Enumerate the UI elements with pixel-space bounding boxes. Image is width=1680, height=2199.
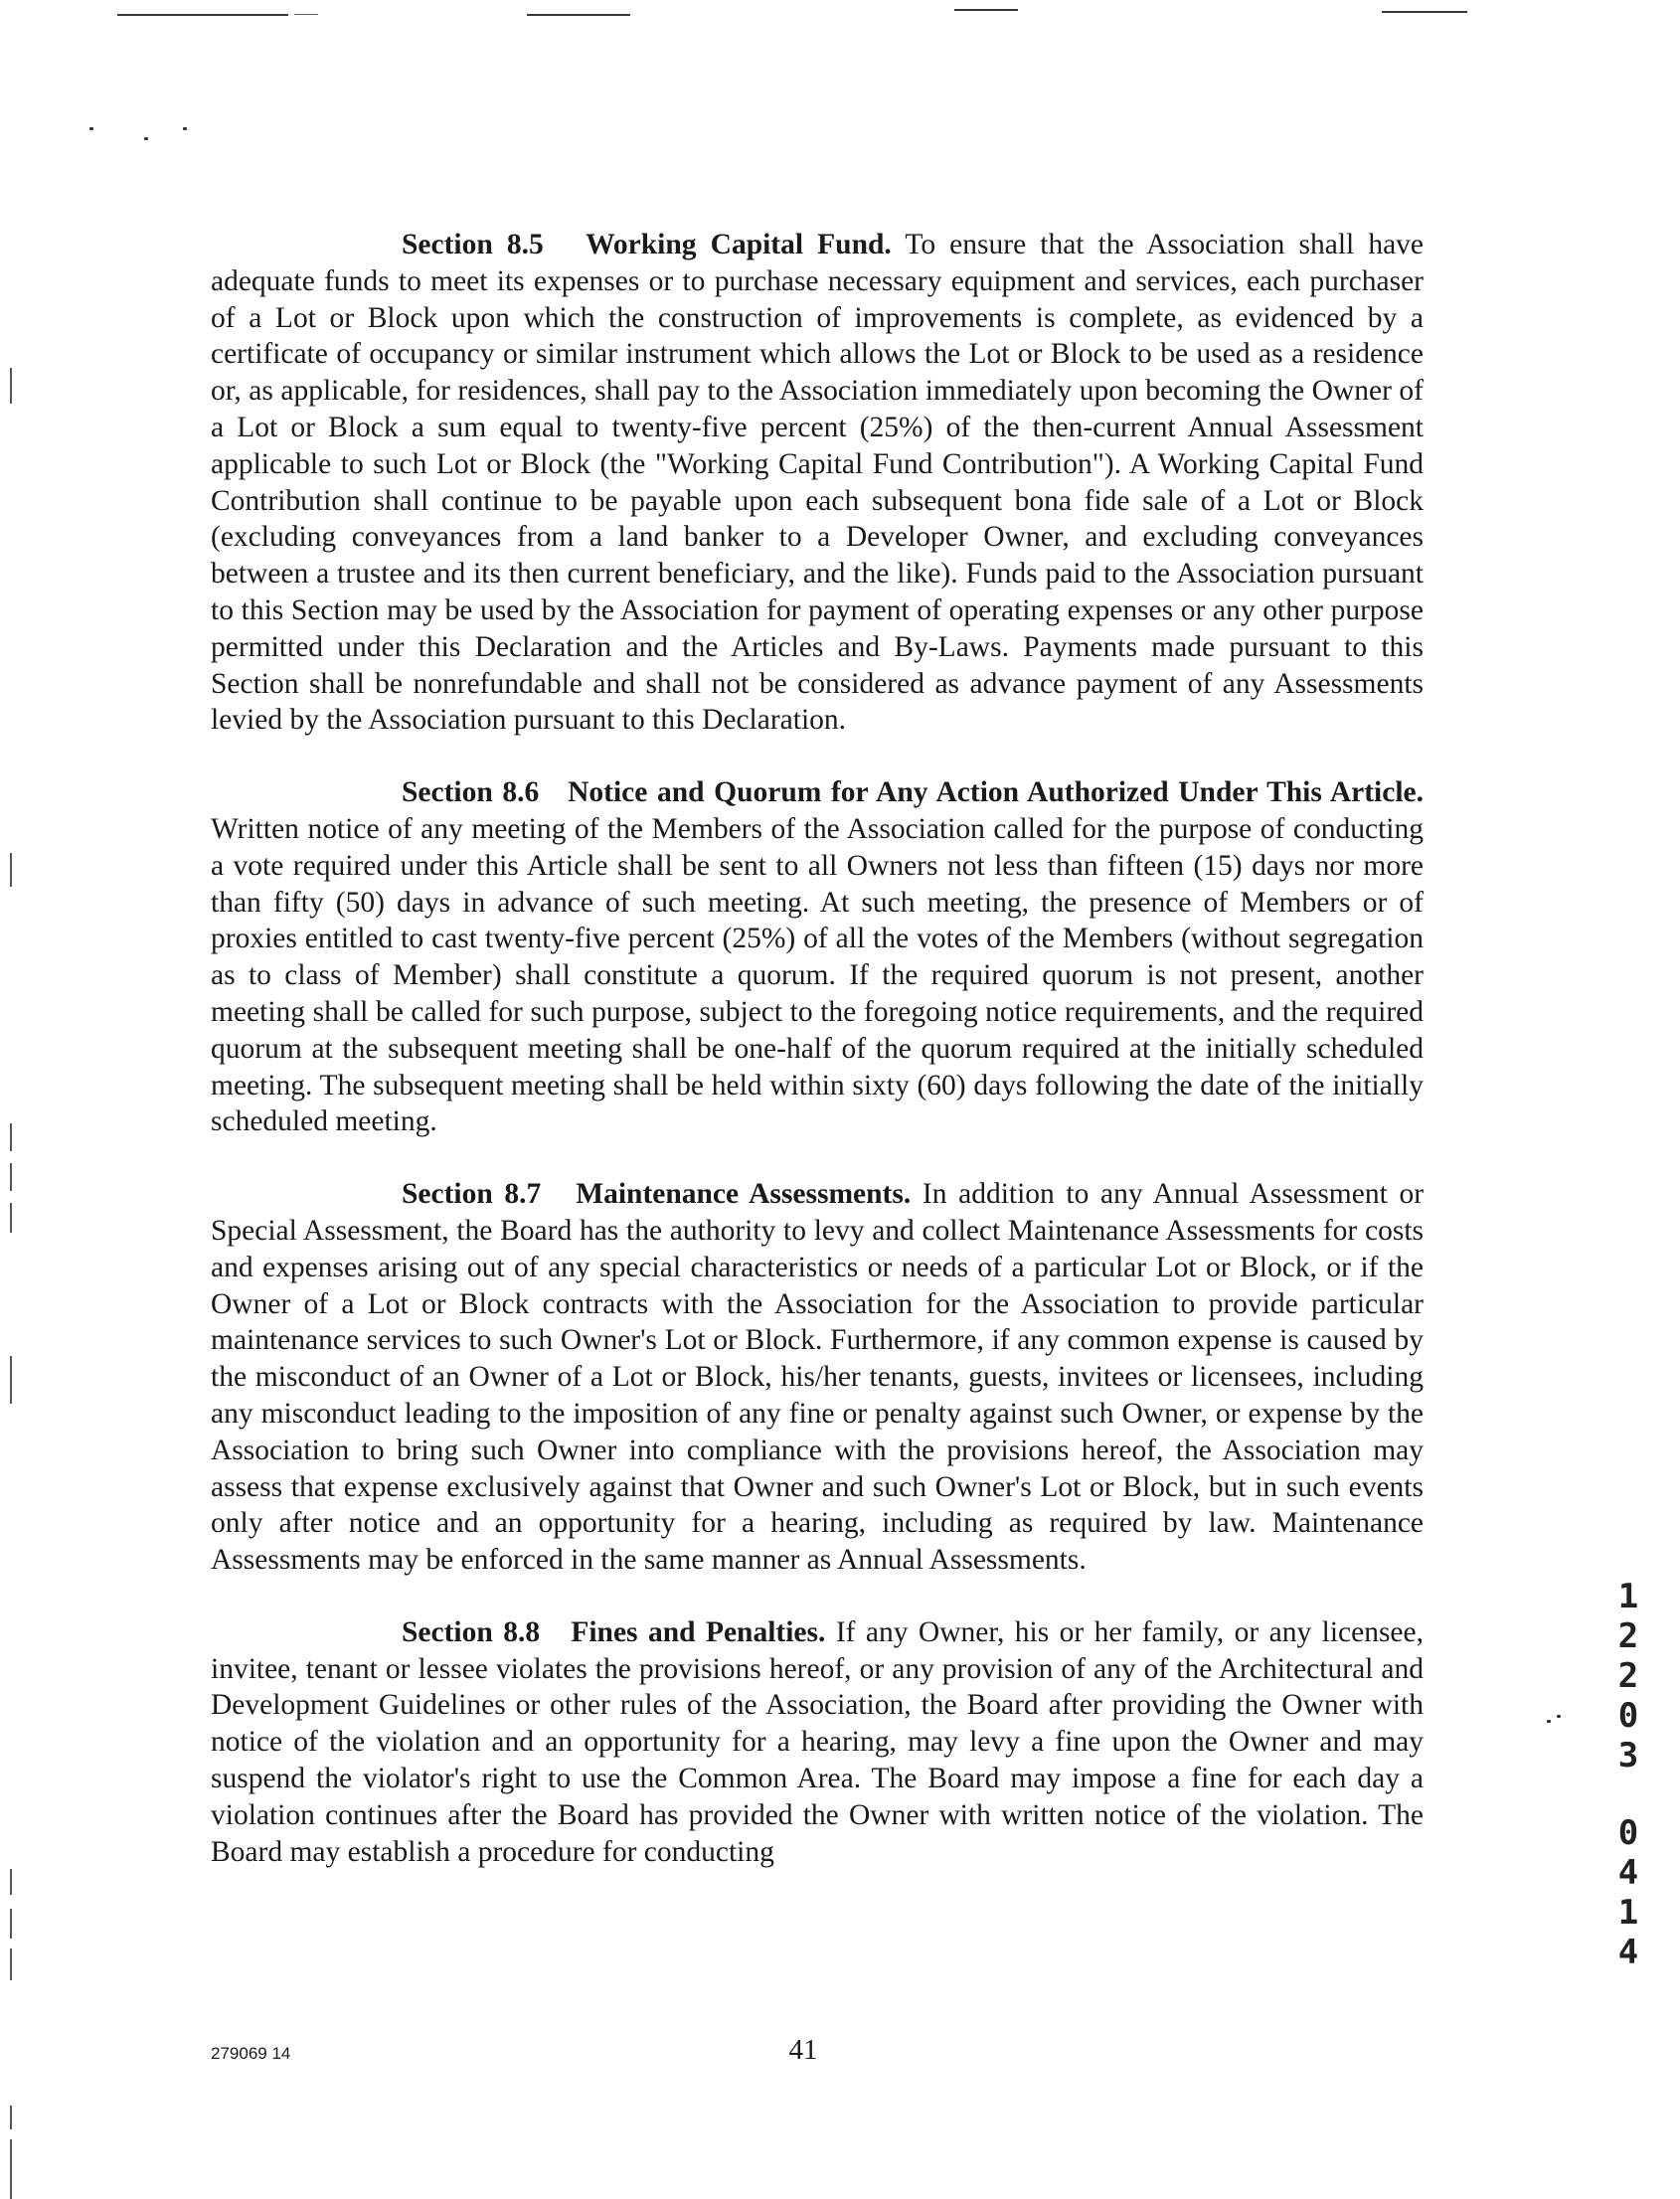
scan-artifact-speck (144, 137, 148, 140)
margin-mark (10, 1163, 12, 1191)
recording-number (1608, 1577, 1648, 1972)
margin-mark (10, 2106, 12, 2129)
section-title: Notice and Quorum for Any Action Authorized Under This Article. (568, 776, 1425, 809)
scan-artifact-speck (1547, 1720, 1551, 1723)
margin-mark (10, 2139, 12, 2199)
section-paragraph (211, 227, 1424, 739)
scan-artifact-line (117, 14, 288, 16)
recording-digit: 2 (1617, 1656, 1639, 1696)
section-8-8 (211, 1614, 1424, 1871)
margin-mark (10, 368, 12, 404)
section-text: To ensure that the Association shall have adequate funds to meet its expenses or to purchase necessary equipment and services, each purchaser of a Lot or Block upon which the construction of improvements is complete, as evidenced by a certificate of occupancy or similar instrument which allows the Lot or Block to be used as a residence or, as applicable, for residences, shall pay to the Association immediately upon becoming the Owner of a Lot or Block a sum equal to twenty-five percent (25%) of the then-current Annual Assessment applicable to such Lot or Block (the "Working Capital Fund Contribution"). A Working Capital Fund Contribution shall continue to be payable upon each subsequent bona fide sale of a Lot or Block (excluding conveyances from a land banker to a Developer Owner, and excluding conveyances between a trustee and its then current beneficiary, and the like). Funds paid to the Association pursuant to this Section may be used by the Association for payment of operating expenses or any other purpose permitted under this Declaration and the Articles and By-Laws. Payments made pursuant to this Section shall be nonrefundable and shall not be considered as advance payment of any Assessments levied by the Association pursuant to this Declaration. (211, 229, 1425, 737)
section-text: In addition to any Annual Assessment or Special Assessment, the Board has the authority to levy and collect Maintenance Assessments for costs and expenses arising out of any special characteristics or needs of a particular Lot or Block, or if the Owner of a Lot or Block contracts with the Association for the Association to provide particular maintenance services to such Owner's Lot or Block. Furthermore, if any common expense is caused by the misconduct of an Owner of a Lot or Block, his/her tenants, guests, invitees or licensees, including any misconduct leading to the imposition of any fine or penalty against such Owner, or expense by the Association to bring such Owner into compliance with the provisions hereof, the Association may assess that expense exclusively against that Owner and such Owner's Lot or Block, but in such events only after notice and an opportunity for a hearing, including as required by law. Maintenance Assessments may be enforced in the same manner as Annual Assessments. (211, 1178, 1425, 1577)
document-body (211, 227, 1424, 1906)
section-number: Section 8.5 (402, 229, 544, 260)
section-text: If any Owner, his or her family, or any licensee, invitee, tenant or lessee violates the provisions hereof, or any provision of any of the Architectural and Development Guidelines or other rules of the Association, the Board after providing the Owner with notice of the violation and an opportunity for a hearing, may levy a fine upon the Owner and may suspend the violator's right to use the Common Area. The Board may impose a fine for each day a violation continues after the Board has provided the Owner with written notice of the violation. The Board may establish a procedure for conducting (211, 1615, 1424, 1868)
recording-digit: 2 (1617, 1616, 1639, 1656)
margin-mark (10, 853, 12, 887)
scan-artifact-line (1382, 11, 1467, 13)
section-number: Section 8.7 (402, 1178, 542, 1211)
section-paragraph (211, 774, 1424, 1140)
recording-digit: 0 (1617, 1813, 1639, 1853)
margin-mark (10, 1203, 12, 1233)
scan-artifact-line (527, 14, 630, 16)
scan-artifact-speck (1557, 1715, 1561, 1718)
section-title: Maintenance Assessments. (576, 1178, 912, 1211)
recording-digit: 0 (1617, 1696, 1639, 1736)
section-paragraph (211, 1614, 1424, 1871)
scan-artifact-dash (294, 14, 318, 15)
recording-digit: 3 (1617, 1736, 1639, 1776)
margin-mark (10, 1869, 12, 1895)
recording-digit: 1 (1617, 1893, 1639, 1933)
section-number: Section 8.6 (402, 776, 540, 809)
section-title: Working Capital Fund. (586, 229, 892, 260)
recording-digit: 1 (1617, 1577, 1639, 1616)
recording-number-gap (1608, 1776, 1648, 1813)
margin-mark (10, 1123, 12, 1151)
page-number: 41 (788, 2034, 818, 2066)
recording-digit: 4 (1617, 1933, 1639, 1972)
recording-digit: 4 (1617, 1853, 1639, 1893)
margin-mark (10, 1909, 12, 1939)
section-text: Written notice of any meeting of the Members of the Association called for the purpose of conducting a vote required under this Article shall be sent to all Owners not less than fifteen (15) days nor more than fifty (50) days in advance of such meeting. At such meeting, the presence of Members or of proxies entitled to cast twenty-five percent (25%) of all the votes of the Members (without segregation as to class of Member) shall constitute a quorum. If the required quorum is not present, another meeting shall be called for such purpose, subject to the foregoing notice requirements, and the required quorum at the subsequent meeting shall be one-half of the quorum required at the initially scheduled meeting. The subsequent meeting shall be held within sixty (60) days following the date of the initially scheduled meeting. (211, 812, 1424, 1138)
scan-artifact-speck (183, 127, 187, 130)
document-id: 279069 14 (211, 2044, 291, 2063)
section-number: Section 8.8 (402, 1615, 541, 1648)
margin-mark (10, 1948, 12, 1980)
scan-artifact-speck (89, 127, 93, 130)
margin-mark (10, 1356, 12, 1404)
section-title: Fines and Penalties. (571, 1615, 826, 1648)
section-8-6 (211, 774, 1424, 1140)
section-paragraph (211, 1176, 1424, 1579)
section-8-5 (211, 227, 1424, 739)
scan-artifact-line (954, 9, 1018, 11)
section-8-7 (211, 1176, 1424, 1579)
